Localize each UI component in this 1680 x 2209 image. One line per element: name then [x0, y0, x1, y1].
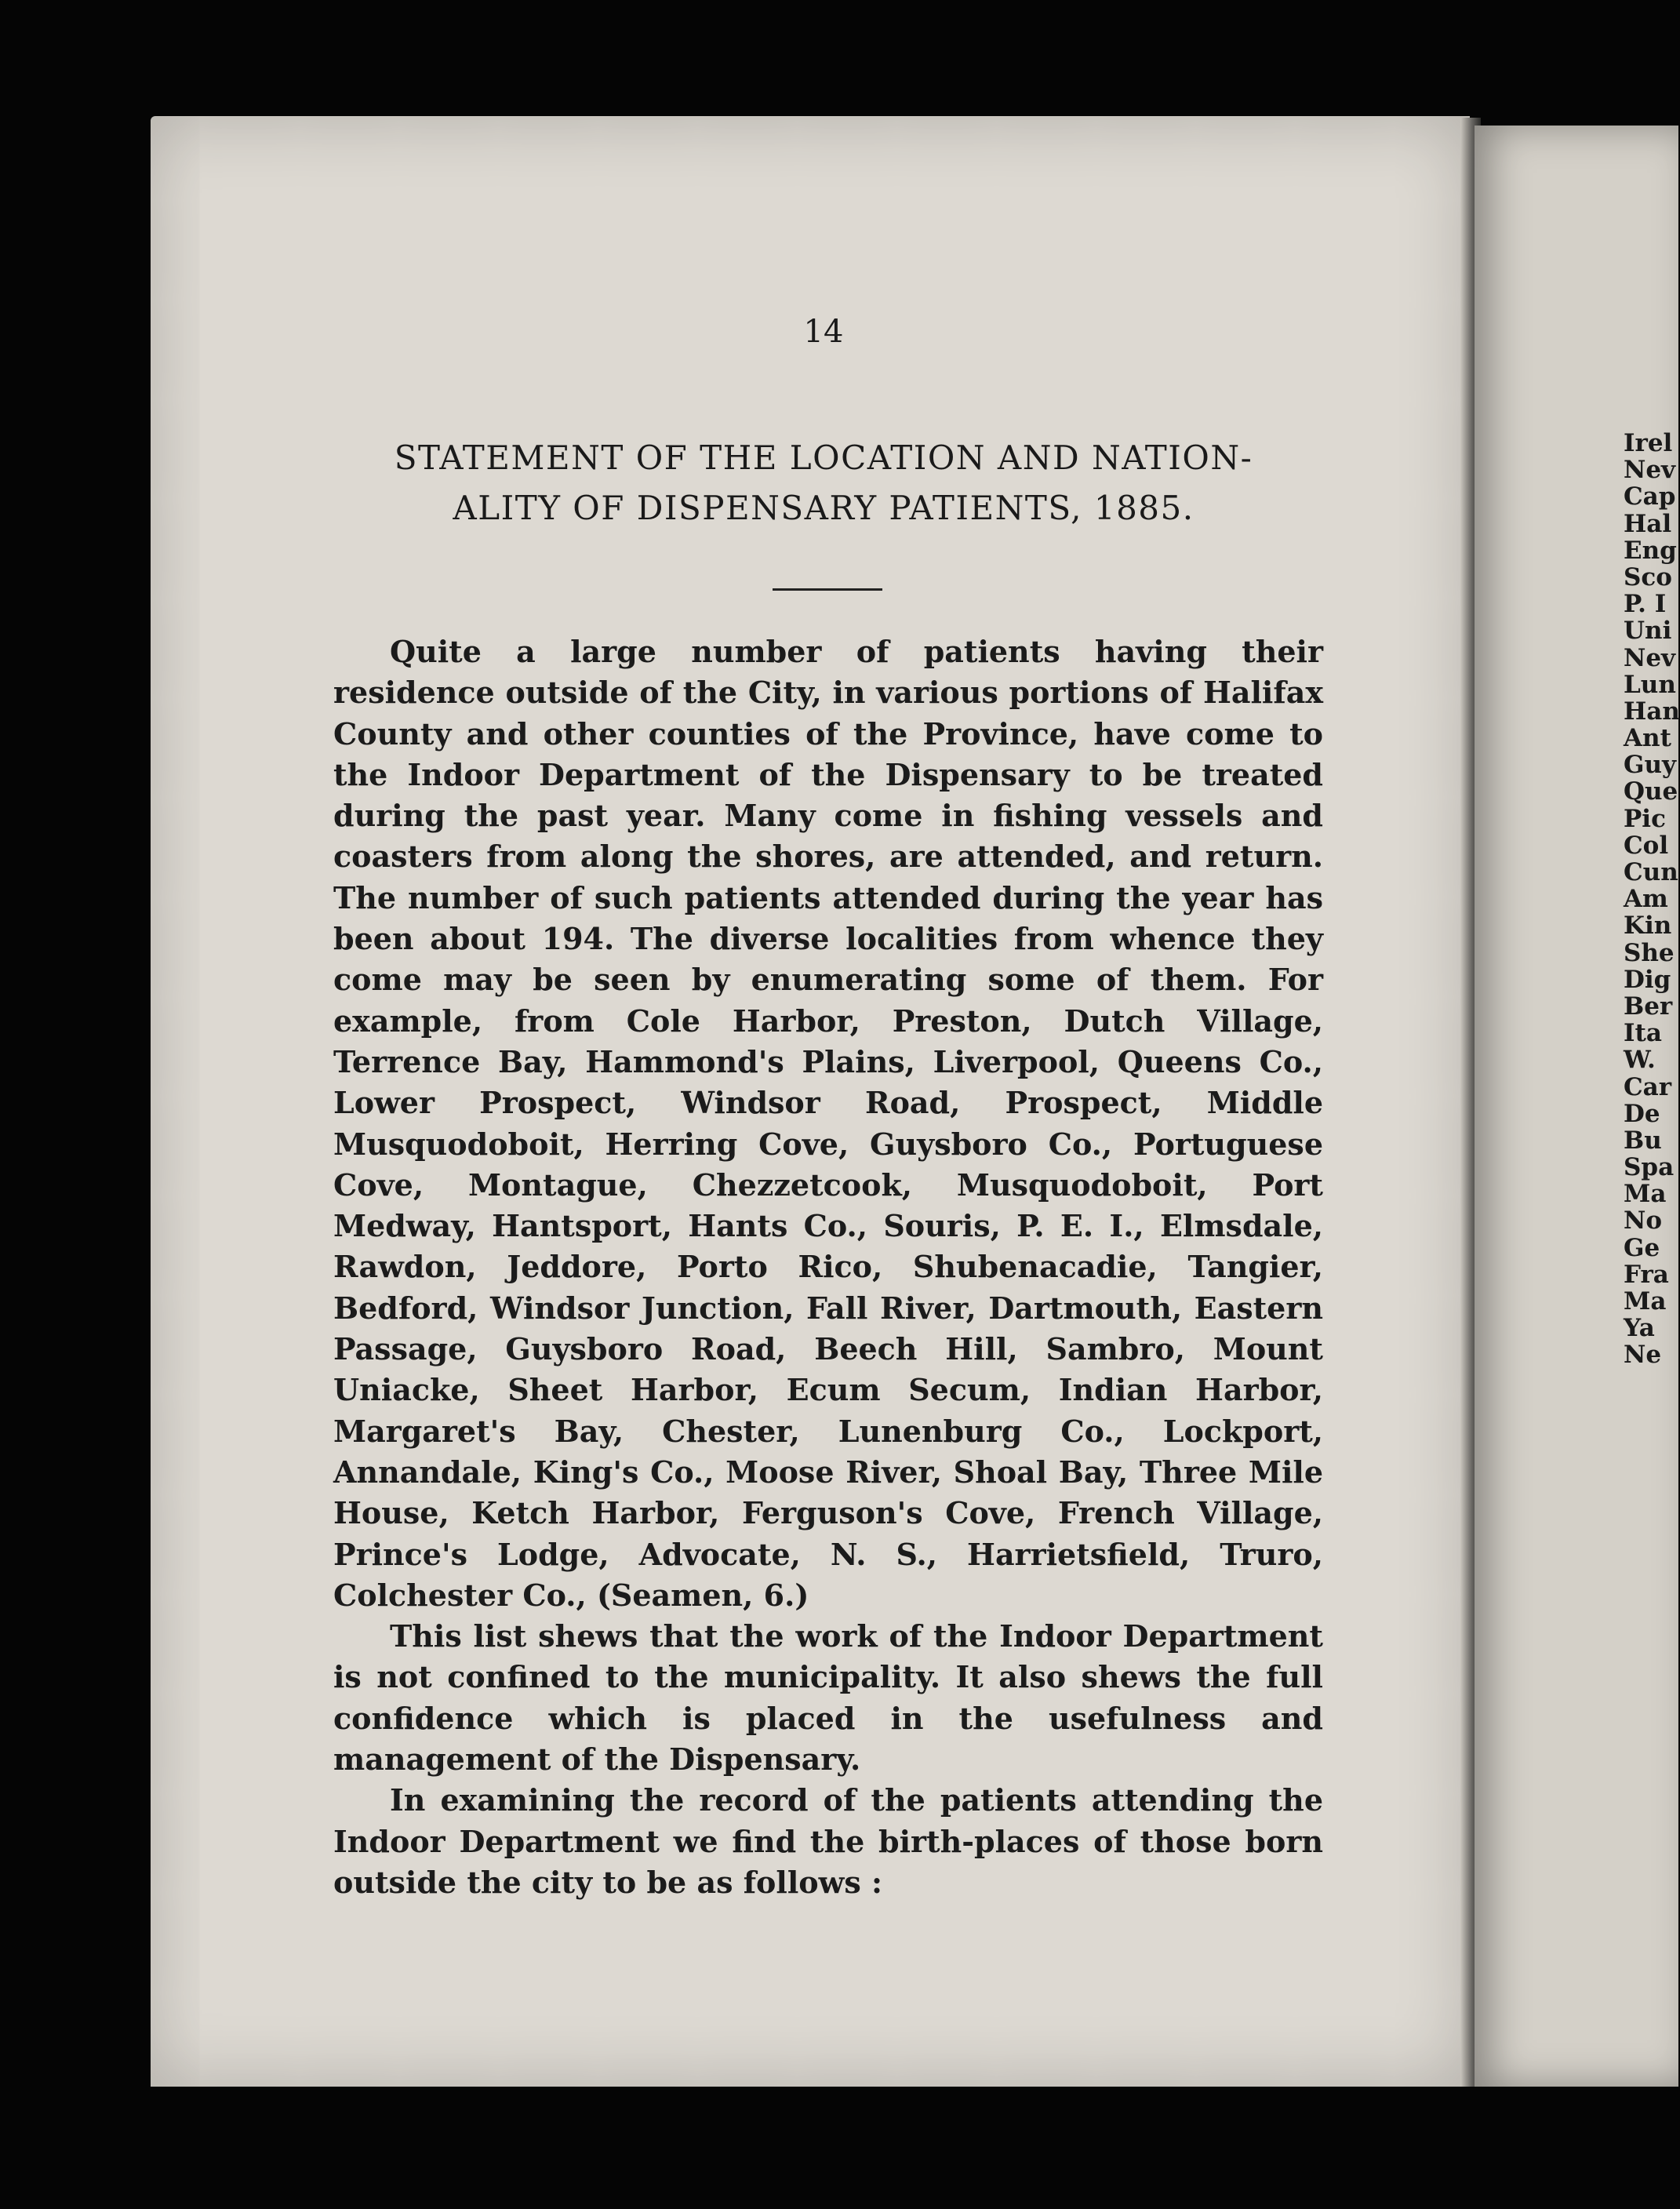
facing-page-fragment: Ne — [1624, 1341, 1662, 1370]
paragraph-2: This list shews that the work of the Indoor Department is not confined to the municipality. It also shews the full confidence which is placed in the usefulness and management of the Dispensary. — [333, 1618, 1323, 1778]
facing-page-fragment: Hal — [1624, 509, 1672, 538]
facing-page-fragment: Ber — [1624, 992, 1673, 1021]
facing-page-fragment: De — [1624, 1099, 1660, 1128]
page-number: 14 — [803, 314, 844, 350]
page-title — [314, 433, 1333, 533]
facing-page-fragment: Nev — [1624, 643, 1676, 672]
facing-page-fragment: Col — [1624, 831, 1669, 860]
paragraph-1: Quite a large number of patients having their residence outside of the City, in various portions of Halifax County and other counties of the Province, have come to the Indoor Department of the Dispensary to be treated during the past year. Many come in fishing vessels and coasters from along the shores, are attended, and return. The number of such patients attended during the year has been about 194. The diverse localities from whence they come may be seen by enumerating some of them. For example, from Cole Harbor, Preston, Dutch Village, Terrence Bay, Hammond's Plains, Liverpool, Queens Co., Lower Prospect, Windsor Road, Prospect, Middle Musquodoboit, Herring Cove, Guysboro Co., Portuguese Cove, Montague, Chezzetcook, Musquodoboit, Port Medway, Hantsport, Hants Co., Souris, P. E. I., Elmsdale, Rawdon, Jeddore, Porto Rico, Shubenacadie, Tangier, Bedford, Windsor Junction, Fall River, Dartmouth, Eastern Passage, Guysboro Road, Beech Hill, Sambro, Mount Uniacke, Sheet Harbor, Ecum Secum, Indian Harbor, Margaret's Bay, Chester, Lunenburg Co., Lockport, Annandale, King's Co., Moose River, Shoal Bay, Three Mile House, Ketch Harbor, Ferguson's Cove, French Village, Prince's Lodge, Advocate, N. S., Harrietsfield, Truro, Colchester Co., (Seamen, 6.) — [333, 634, 1323, 1613]
facing-page-fragment: Cap — [1624, 482, 1676, 511]
body-text — [333, 631, 1323, 1903]
facing-page-fragment: Car — [1624, 1072, 1672, 1101]
facing-page-fragment: Irel — [1624, 429, 1673, 457]
facing-page-fragment: Han — [1624, 697, 1680, 726]
facing-page-fragment: Am — [1624, 885, 1668, 914]
facing-page-fragment: Uni — [1624, 617, 1672, 646]
facing-page-list — [1624, 429, 1680, 1370]
facing-page-fragment: Ita — [1624, 1019, 1662, 1048]
facing-page-fragment: W. — [1624, 1046, 1656, 1075]
facing-page-fragment: Pic — [1624, 804, 1666, 833]
title-divider — [773, 588, 882, 591]
facing-page-fragment: No — [1624, 1206, 1663, 1236]
facing-page-fragment: P. I — [1624, 590, 1667, 619]
facing-page-fragment: She — [1624, 938, 1675, 967]
paragraph-3: In examining the record of the patients attending the Indoor Department we find the birth-places of those born outside the city to be as follows : — [333, 1782, 1323, 1900]
facing-page-fragment: Spa — [1624, 1153, 1675, 1182]
facing-page-fragment: Ma — [1624, 1287, 1667, 1316]
facing-page-fragment: Ge — [1624, 1233, 1660, 1262]
title-line-1: STATEMENT OF THE LOCATION AND NATION- — [394, 439, 1253, 477]
facing-page-fragment: Eng — [1624, 536, 1677, 565]
facing-page-fragment: Sco — [1624, 562, 1672, 591]
facing-page-fragment: Dig — [1624, 965, 1671, 994]
facing-page-fragment: Guy — [1624, 751, 1677, 780]
facing-page-fragment: Ma — [1624, 1180, 1667, 1209]
facing-page-fragment: Lun — [1624, 670, 1676, 699]
facing-page-fragment: Nev — [1624, 456, 1676, 485]
facing-page-fragment: Ant — [1624, 724, 1671, 753]
facing-page-fragment: Cun — [1624, 858, 1678, 886]
facing-page-fragment: Fra — [1624, 1260, 1669, 1289]
facing-page-fragment: Ya — [1624, 1314, 1655, 1343]
facing-page-fragment: Que — [1624, 777, 1678, 806]
title-line-2: ALITY OF DISPENSARY PATIENTS, 1885. — [453, 489, 1195, 527]
facing-page-fragment: Kin — [1624, 912, 1672, 941]
facing-page-fragment: Bu — [1624, 1126, 1662, 1155]
